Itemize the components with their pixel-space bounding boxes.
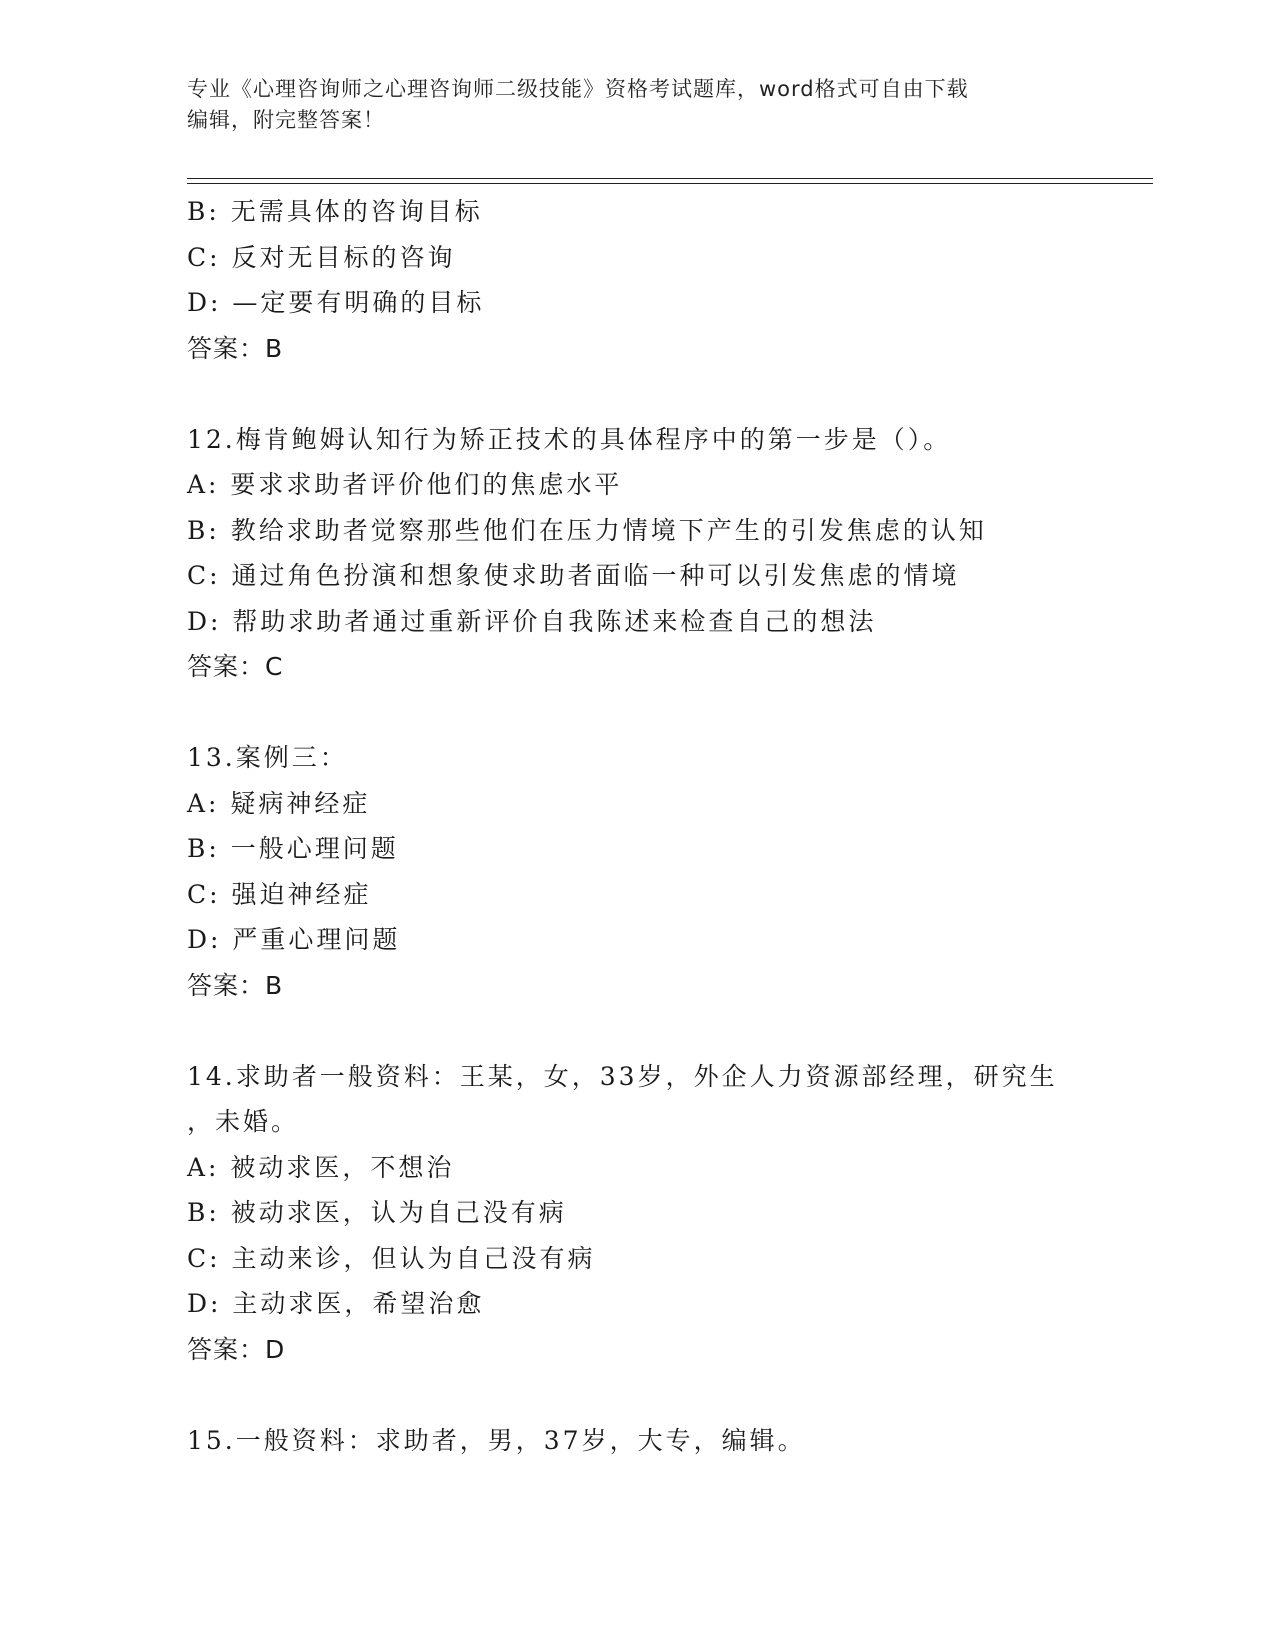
option-line: C: 强迫神经症 bbox=[187, 879, 372, 909]
spacer bbox=[187, 690, 1137, 736]
question-12 bbox=[187, 417, 1137, 690]
header-line-2: 编辑，附完整答案！ bbox=[187, 108, 385, 132]
header-line-1: 专业《心理咨询师之心理咨询师二级技能》资格考试题库，word格式可自由下载 bbox=[187, 77, 969, 101]
option-line: D: 主动求医，希望治愈 bbox=[187, 1289, 485, 1318]
option-line: A: 被动求医，不想治 bbox=[187, 1152, 455, 1182]
document-header bbox=[187, 74, 1067, 136]
answer-line: 答案：C bbox=[187, 652, 284, 681]
header-divider-bottom bbox=[187, 183, 1153, 184]
question-stem: 15.一般资料：求助者，男，37岁，大专，编辑。 bbox=[187, 1425, 806, 1455]
question-stem: 12.梅肯鲍姆认知行为矫正技术的具体程序中的第一步是（）。 bbox=[187, 424, 952, 454]
option-line: D: 帮助求助者通过重新评价自我陈述来检查自己的想法 bbox=[187, 606, 877, 636]
question-list bbox=[187, 189, 1137, 1463]
option-line: C: 反对无目标的咨询 bbox=[187, 242, 456, 272]
question-stem: 13.案例三： bbox=[187, 743, 348, 772]
question-14 bbox=[187, 1054, 1137, 1373]
option-line: A: 疑病神经症 bbox=[187, 788, 371, 818]
spacer bbox=[187, 1008, 1137, 1054]
spacer bbox=[187, 1372, 1137, 1418]
header-divider-top bbox=[187, 178, 1153, 179]
question-stem: 14.求助者一般资料：王某，女，33岁，外企人力资源部经理，研究生 bbox=[187, 1061, 1058, 1091]
spacer bbox=[187, 371, 1137, 417]
question-15 bbox=[187, 1418, 1137, 1464]
question-13 bbox=[187, 735, 1137, 1008]
option-line: C: 主动来诊，但认为自己没有病 bbox=[187, 1243, 596, 1273]
option-line: B: 被动求医，认为自己没有病 bbox=[187, 1198, 567, 1227]
option-line: B: 无需具体的咨询目标 bbox=[187, 197, 483, 226]
option-line: C: 通过角色扮演和想象使求助者面临一种可以引发焦虑的情境 bbox=[187, 561, 960, 590]
answer-line: 答案：B bbox=[187, 333, 284, 363]
answer-line: 答案：D bbox=[187, 1334, 286, 1364]
option-line: D: —定要有明确的目标 bbox=[187, 288, 485, 317]
option-line: B: 教给求助者觉察那些他们在压力情境下产生的引发焦虑的认知 bbox=[187, 515, 987, 545]
option-line: B: 一般心理问题 bbox=[187, 834, 399, 863]
question-stem-continued: ，未婚。 bbox=[187, 1107, 300, 1136]
option-line: A: 要求求助者评价他们的焦虑水平 bbox=[187, 470, 623, 499]
option-line: D: 严重心理问题 bbox=[187, 925, 401, 954]
answer-line: 答案：B bbox=[187, 970, 284, 1000]
